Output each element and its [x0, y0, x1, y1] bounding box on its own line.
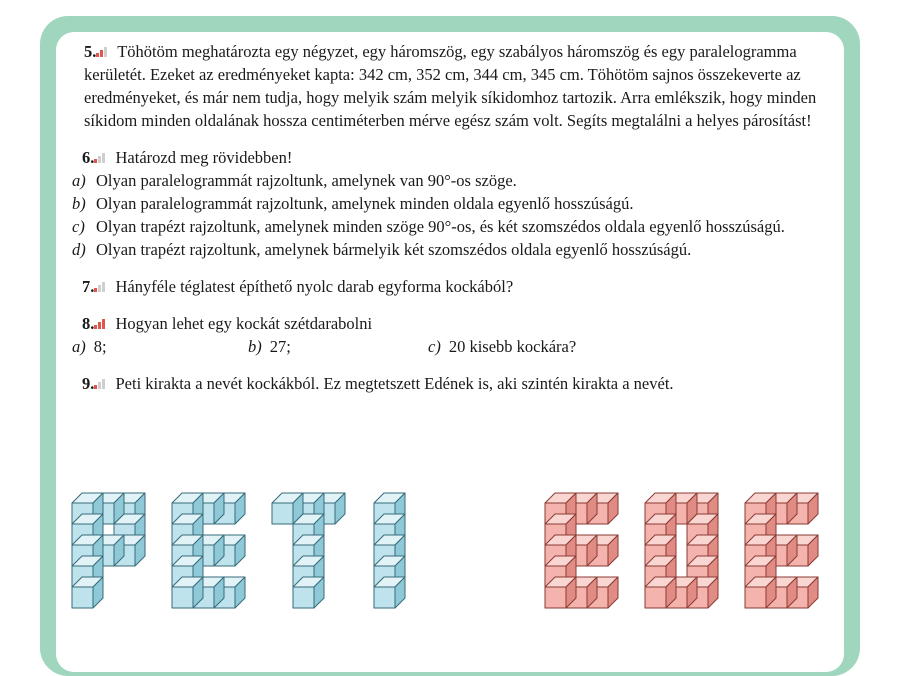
cube: [293, 577, 324, 608]
list-item: [428, 335, 576, 358]
ede-cube-letters: [545, 493, 818, 608]
list-item: [72, 335, 248, 358]
item-label: a): [72, 171, 86, 190]
item-label: c): [428, 337, 441, 356]
cube: [172, 577, 203, 608]
difficulty-icon: [94, 317, 108, 329]
cube-letter-e: [172, 493, 245, 608]
exercise-list: [72, 40, 828, 409]
answer-row: [72, 335, 828, 358]
item-label: b): [248, 337, 262, 356]
cube: [545, 577, 576, 608]
cube-letter-e: [745, 493, 818, 608]
exercise-text: Peti kirakta a nevét kockákból. Ez megtetszett Edének is, aki szintén kirakta a nevét.: [115, 374, 674, 393]
cube-letters-illustration: [0, 480, 899, 646]
exercise-number: 6.: [82, 148, 95, 167]
cube-letter-e: [545, 493, 618, 608]
exercise-text: Határozd meg rövidebben!: [115, 148, 293, 167]
item-text: Olyan paralelogrammát rajzoltunk, amelynek van 90°-os szöge.: [96, 171, 517, 190]
peti-cube-letters: [72, 493, 405, 608]
item-text: Olyan trapézt rajzoltunk, amelynek minden szöge 90°-os, és két szomszédos oldala egyenlő hosszúságú.: [96, 217, 785, 236]
exercise-number: 9.: [82, 374, 95, 393]
exercise-9: [72, 372, 828, 395]
item-text: Olyan trapézt rajzoltunk, amelynek bármelyik két szomszédos oldala egyenlő hosszúságú.: [96, 240, 692, 259]
cube: [645, 577, 676, 608]
exercise-6: [72, 146, 828, 261]
item-text: 27;: [269, 337, 291, 356]
exercise-number: 8.: [82, 314, 95, 333]
cube: [745, 577, 776, 608]
exercise-text: Töhötöm meghatározta egy négyzet, egy háromszög, egy szabályos háromszög és egy paralelogramma kerületét. Ezeket az eredményeket kapta: 342 cm, 352 cm, 344 cm, 345 cm. Töhötöm sajnos összekeverte az eredményeket, és már nem tudja, hogy melyik szám melyik síkidomhoz tartozik. Arra emlékszik, hogy minden síkidom minden oldalának hossza centiméterben mérve egész szám volt. Segíts megtalálni a helyes párosítást!: [84, 42, 817, 130]
exercise-heading: [72, 312, 828, 335]
cube: [72, 577, 103, 608]
exercise-text: Hányféle téglatest építhető nyolc darab egyforma kockából?: [115, 277, 514, 296]
cube-letter-t: [272, 493, 345, 608]
list-item: [72, 169, 828, 192]
list-item: [72, 215, 828, 238]
item-text: 8;: [93, 337, 107, 356]
list-item: [72, 192, 828, 215]
item-text: 20 kisebb kockára?: [448, 337, 577, 356]
item-label: b): [72, 194, 86, 213]
cube-letter-d: [645, 493, 718, 608]
difficulty-icon: [94, 377, 108, 389]
item-label: d): [72, 240, 86, 259]
exercise-number: 7.: [82, 277, 95, 296]
cube-letter-i: [374, 493, 405, 608]
exercise-8: [72, 312, 828, 358]
difficulty-icon: [94, 151, 108, 163]
cube: [374, 577, 405, 608]
exercise-7: [72, 275, 828, 298]
exercise-number: 5.: [84, 42, 97, 61]
list-item: [72, 238, 828, 261]
item-text: Olyan paralelogrammát rajzoltunk, amelynek minden oldala egyenlő hosszúságú.: [96, 194, 634, 213]
difficulty-icon: [94, 280, 108, 292]
difficulty-icon: [96, 45, 110, 57]
list-item: [248, 335, 428, 358]
exercise-heading: [72, 146, 828, 169]
item-label: a): [72, 337, 86, 356]
cube-letter-p: [72, 493, 145, 608]
item-label: c): [72, 217, 85, 236]
exercise-5: [72, 40, 828, 132]
exercise-text: Hogyan lehet egy kockát szétdarabolni: [115, 314, 373, 333]
